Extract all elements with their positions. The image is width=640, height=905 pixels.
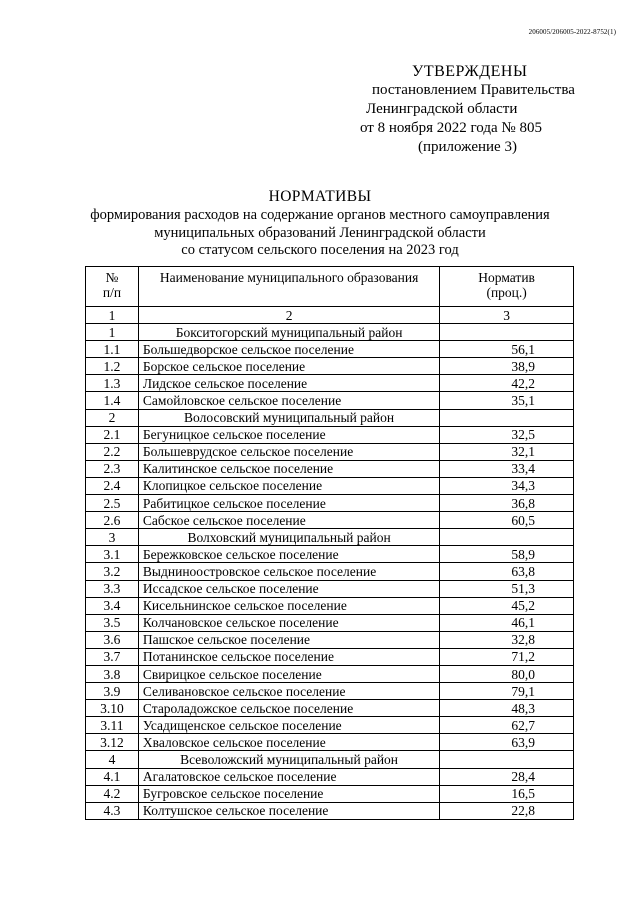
approval-line-3: от 8 ноября 2022 года № 805 bbox=[360, 120, 542, 136]
row-name: Волховский муниципальный район bbox=[138, 529, 439, 546]
approval-block bbox=[360, 62, 590, 157]
row-value: 58,9 bbox=[440, 546, 574, 563]
header-number-line-2: п/п bbox=[102, 285, 122, 300]
document-heading bbox=[0, 187, 640, 260]
table-row bbox=[86, 665, 574, 682]
row-number: 1.1 bbox=[86, 341, 139, 358]
row-value: 32,5 bbox=[440, 426, 574, 443]
table-row bbox=[86, 477, 574, 494]
table-row bbox=[86, 563, 574, 580]
row-number: 2.3 bbox=[86, 460, 139, 477]
row-number: 3.4 bbox=[86, 597, 139, 614]
row-number: 2 bbox=[86, 409, 139, 426]
district-row bbox=[86, 409, 574, 426]
norms-table bbox=[85, 266, 574, 820]
row-name: Бережковское сельское поселение bbox=[138, 546, 439, 563]
row-number: 3.9 bbox=[86, 683, 139, 700]
row-number: 2.1 bbox=[86, 426, 139, 443]
row-number: 3.3 bbox=[86, 580, 139, 597]
header-norm bbox=[440, 267, 574, 307]
row-name: Калитинское сельское поселение bbox=[138, 460, 439, 477]
row-name: Волосовский муниципальный район bbox=[138, 409, 439, 426]
header-name: Наименование муниципального образования bbox=[138, 267, 439, 307]
table-row bbox=[86, 734, 574, 751]
row-number: 4 bbox=[86, 751, 139, 768]
approval-line-2: Ленинградской области bbox=[366, 101, 518, 117]
row-number: 3.1 bbox=[86, 546, 139, 563]
row-name: Бокситогорский муниципальный район bbox=[138, 324, 439, 341]
table-row bbox=[86, 426, 574, 443]
row-name: Колчановское сельское поселение bbox=[138, 614, 439, 631]
district-row bbox=[86, 324, 574, 341]
row-name: Бегуницкое сельское поселение bbox=[138, 426, 439, 443]
row-value: 80,0 bbox=[440, 665, 574, 682]
column-number: 2 bbox=[138, 307, 439, 324]
table-row bbox=[86, 460, 574, 477]
approval-line-1: постановлением Правительства bbox=[372, 82, 575, 98]
row-number: 3 bbox=[86, 529, 139, 546]
table-row bbox=[86, 495, 574, 512]
header-norm-line-2: (проц.) bbox=[486, 285, 527, 300]
table-row bbox=[86, 614, 574, 631]
heading-line-2: муниципальных образований Ленинградской области bbox=[154, 224, 486, 241]
row-name: Пашское сельское поселение bbox=[138, 631, 439, 648]
row-number: 3.7 bbox=[86, 648, 139, 665]
row-value: 33,4 bbox=[440, 460, 574, 477]
row-name: Самойловское сельское поселение bbox=[138, 392, 439, 409]
column-number: 1 bbox=[86, 307, 139, 324]
table-row bbox=[86, 700, 574, 717]
approval-title: УТВЕРЖДЕНЫ bbox=[412, 63, 528, 80]
approval-line-4: (приложение 3) bbox=[418, 139, 517, 155]
table-body bbox=[86, 324, 574, 820]
row-number: 4.3 bbox=[86, 802, 139, 819]
row-number: 1.4 bbox=[86, 392, 139, 409]
row-value: 38,9 bbox=[440, 358, 574, 375]
table-row bbox=[86, 392, 574, 409]
row-name: Хваловское сельское поселение bbox=[138, 734, 439, 751]
row-value bbox=[440, 751, 574, 768]
row-value bbox=[440, 529, 574, 546]
row-value: 51,3 bbox=[440, 580, 574, 597]
table-row bbox=[86, 512, 574, 529]
row-number: 2.2 bbox=[86, 443, 139, 460]
row-value bbox=[440, 324, 574, 341]
row-name: Усадищенское сельское поселение bbox=[138, 717, 439, 734]
row-number: 3.10 bbox=[86, 700, 139, 717]
row-name: Рабитицкое сельское поселение bbox=[138, 495, 439, 512]
row-value: 28,4 bbox=[440, 768, 574, 785]
row-value: 22,8 bbox=[440, 802, 574, 819]
row-value: 79,1 bbox=[440, 683, 574, 700]
table-row bbox=[86, 802, 574, 819]
row-number: 2.6 bbox=[86, 512, 139, 529]
row-name: Всеволожский муниципальный район bbox=[138, 751, 439, 768]
header-norm-line-1: Норматив bbox=[478, 270, 535, 285]
table-row bbox=[86, 717, 574, 734]
row-name: Колтушское сельское поселение bbox=[138, 802, 439, 819]
row-name: Селивановское сельское поселение bbox=[138, 683, 439, 700]
row-number: 3.6 bbox=[86, 631, 139, 648]
heading-line-1: формирования расходов на содержание органов местного самоуправления bbox=[90, 207, 550, 223]
table-row bbox=[86, 785, 574, 802]
row-name: Свирицкое сельское поселение bbox=[138, 665, 439, 682]
row-value: 56,1 bbox=[440, 341, 574, 358]
heading-line-3: со статусом сельского поселения на 2023 год bbox=[181, 242, 459, 258]
row-number: 2.4 bbox=[86, 477, 139, 494]
row-name: Староладожское сельское поселение bbox=[138, 700, 439, 717]
row-value: 63,9 bbox=[440, 734, 574, 751]
document-id: 206005/206005-2022-8752(1) bbox=[528, 28, 616, 36]
row-number: 4.1 bbox=[86, 768, 139, 785]
row-value: 32,8 bbox=[440, 631, 574, 648]
column-number-row bbox=[86, 307, 574, 324]
column-number: 3 bbox=[440, 307, 574, 324]
table-row bbox=[86, 375, 574, 392]
table-row bbox=[86, 631, 574, 648]
table-row bbox=[86, 443, 574, 460]
row-value: 62,7 bbox=[440, 717, 574, 734]
district-row bbox=[86, 529, 574, 546]
row-name: Кисельнинское сельское поселение bbox=[138, 597, 439, 614]
row-number: 3.5 bbox=[86, 614, 139, 631]
table-row bbox=[86, 358, 574, 375]
row-name: Выдниноостровское сельское поселение bbox=[138, 563, 439, 580]
table-row bbox=[86, 580, 574, 597]
row-value bbox=[440, 409, 574, 426]
row-number: 1.2 bbox=[86, 358, 139, 375]
row-value: 46,1 bbox=[440, 614, 574, 631]
row-name: Иссадское сельское поселение bbox=[138, 580, 439, 597]
header-number bbox=[86, 267, 139, 307]
table-row bbox=[86, 648, 574, 665]
row-name: Лидское сельское поселение bbox=[138, 375, 439, 392]
row-name: Большеврудское сельское поселение bbox=[138, 443, 439, 460]
row-value: 42,2 bbox=[440, 375, 574, 392]
row-value: 32,1 bbox=[440, 443, 574, 460]
row-name: Борское сельское поселение bbox=[138, 358, 439, 375]
row-value: 48,3 bbox=[440, 700, 574, 717]
row-value: 16,5 bbox=[440, 785, 574, 802]
district-row bbox=[86, 751, 574, 768]
row-name: Потанинское сельское поселение bbox=[138, 648, 439, 665]
row-value: 71,2 bbox=[440, 648, 574, 665]
table-row bbox=[86, 683, 574, 700]
table-row bbox=[86, 341, 574, 358]
row-name: Бугровское сельское поселение bbox=[138, 785, 439, 802]
row-value: 35,1 bbox=[440, 392, 574, 409]
row-number: 3.2 bbox=[86, 563, 139, 580]
row-value: 45,2 bbox=[440, 597, 574, 614]
row-number: 3.8 bbox=[86, 665, 139, 682]
heading-title: НОРМАТИВЫ bbox=[268, 188, 372, 205]
row-value: 36,8 bbox=[440, 495, 574, 512]
row-value: 63,8 bbox=[440, 563, 574, 580]
row-number: 1.3 bbox=[86, 375, 139, 392]
row-number: 2.5 bbox=[86, 495, 139, 512]
table-row bbox=[86, 546, 574, 563]
table-row bbox=[86, 768, 574, 785]
row-number: 3.11 bbox=[86, 717, 139, 734]
row-value: 60,5 bbox=[440, 512, 574, 529]
row-name: Клопицкое сельское поселение bbox=[138, 477, 439, 494]
row-value: 34,3 bbox=[440, 477, 574, 494]
row-number: 3.12 bbox=[86, 734, 139, 751]
row-number: 1 bbox=[86, 324, 139, 341]
header-number-line-1: № bbox=[105, 270, 119, 285]
row-name: Сабское сельское поселение bbox=[138, 512, 439, 529]
row-name: Агалатовское сельское поселение bbox=[138, 768, 439, 785]
row-name: Большедворское сельское поселение bbox=[138, 341, 439, 358]
table-header-row bbox=[86, 267, 574, 307]
row-number: 4.2 bbox=[86, 785, 139, 802]
table-row bbox=[86, 597, 574, 614]
